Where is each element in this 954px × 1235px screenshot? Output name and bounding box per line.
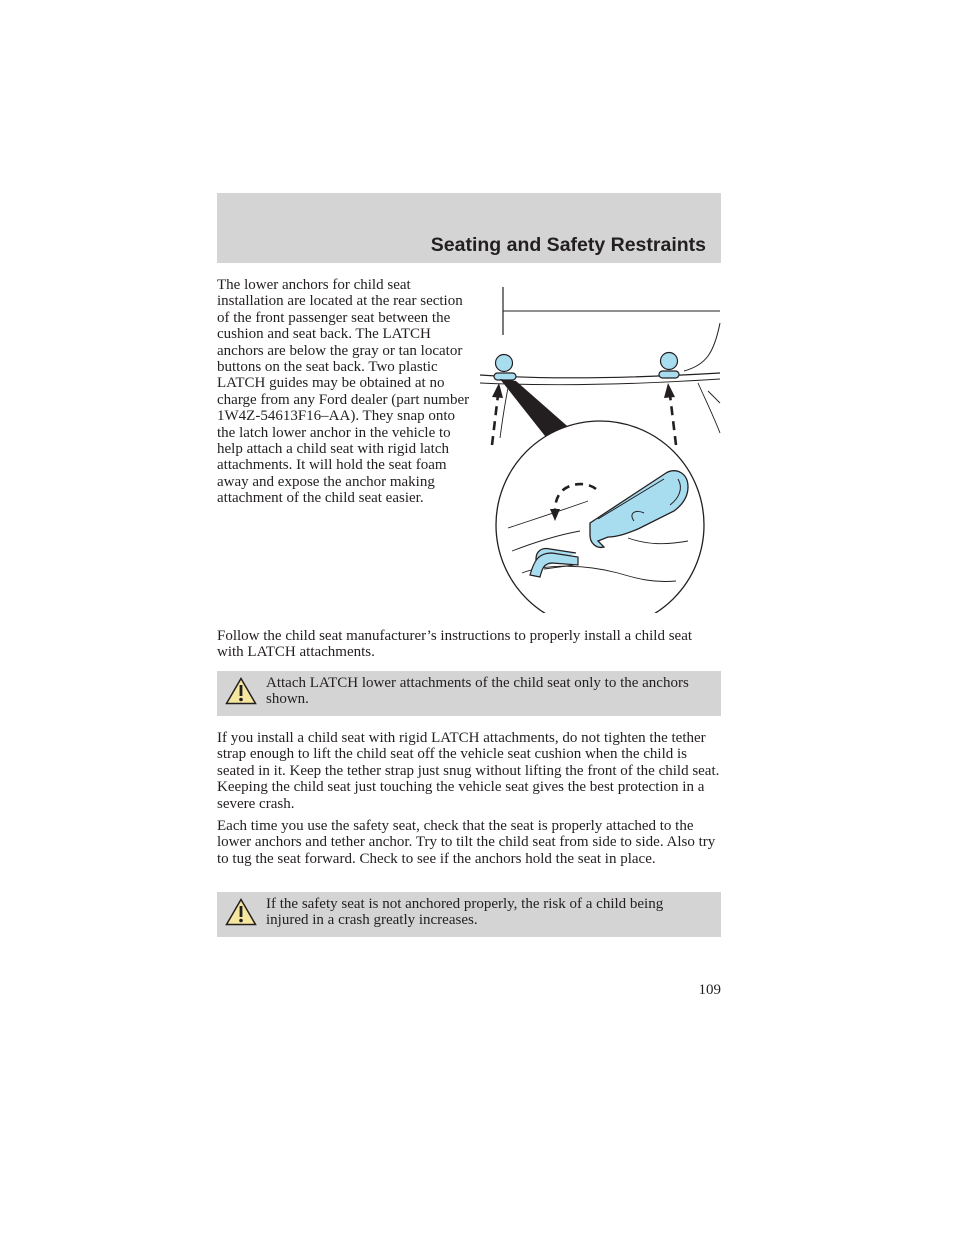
left-locator-button xyxy=(494,355,516,381)
latch-anchor-illustration xyxy=(478,283,722,613)
check-seat-paragraph: Each time you use the safety seat, check that the seat is properly attached to the lower anchors and tether anchor. Try to tilt the child seat from side to side. Also try to tug the seat forward. Check to see if the anchors hold the seat in place. xyxy=(217,818,716,867)
section-header xyxy=(217,193,721,263)
warning-triangle-icon xyxy=(225,677,257,705)
warning-box-2 xyxy=(217,892,721,937)
follow-instructions-paragraph: Follow the child seat manufacturer’s instructions to properly install a child seat with LATCH attachments. xyxy=(217,628,693,661)
magnified-detail xyxy=(496,421,704,613)
warning-text-2: If the safety seat is not anchored properly, the risk of a child being injured in a crash greatly increases. xyxy=(266,896,664,929)
section-title: Seating and Safety Restraints xyxy=(430,234,706,256)
rigid-latch-paragraph: If you install a child seat with rigid LATCH attachments, do not tighten the tether strap enough to lift the child seat off the vehicle seat cushion when the child is seated in it. Keep the tether strap just snug without lifting the front of the child seat. Keeping the child seat just touching the vehicle seat gives the best protection in a severe crash. xyxy=(217,730,720,812)
page-number: 109 xyxy=(698,982,721,998)
left-arrow-icon xyxy=(492,383,503,445)
right-locator-button xyxy=(659,353,679,379)
warning-box-1 xyxy=(217,671,721,716)
warning-triangle-icon xyxy=(225,898,257,926)
right-arrow-icon xyxy=(664,383,676,445)
intro-paragraph: The lower anchors for child seat installation are located at the rear section of the front passenger seat between the cushion and seat back. The LATCH anchors are below the gray or tan locator buttons on the seat back. Two plastic LATCH guides may be obtained at no charge from any Ford dealer (part number 1W4Z-54613F16–AA). They snap onto the latch lower anchor in the vehicle to help attach a child seat with rigid latch attachments. It will hold the seat foam away and expose the anchor making attachment of the child seat easier. xyxy=(217,277,470,507)
warning-text-1: Attach LATCH lower attachments of the child seat only to the anchors shown. xyxy=(266,675,689,708)
